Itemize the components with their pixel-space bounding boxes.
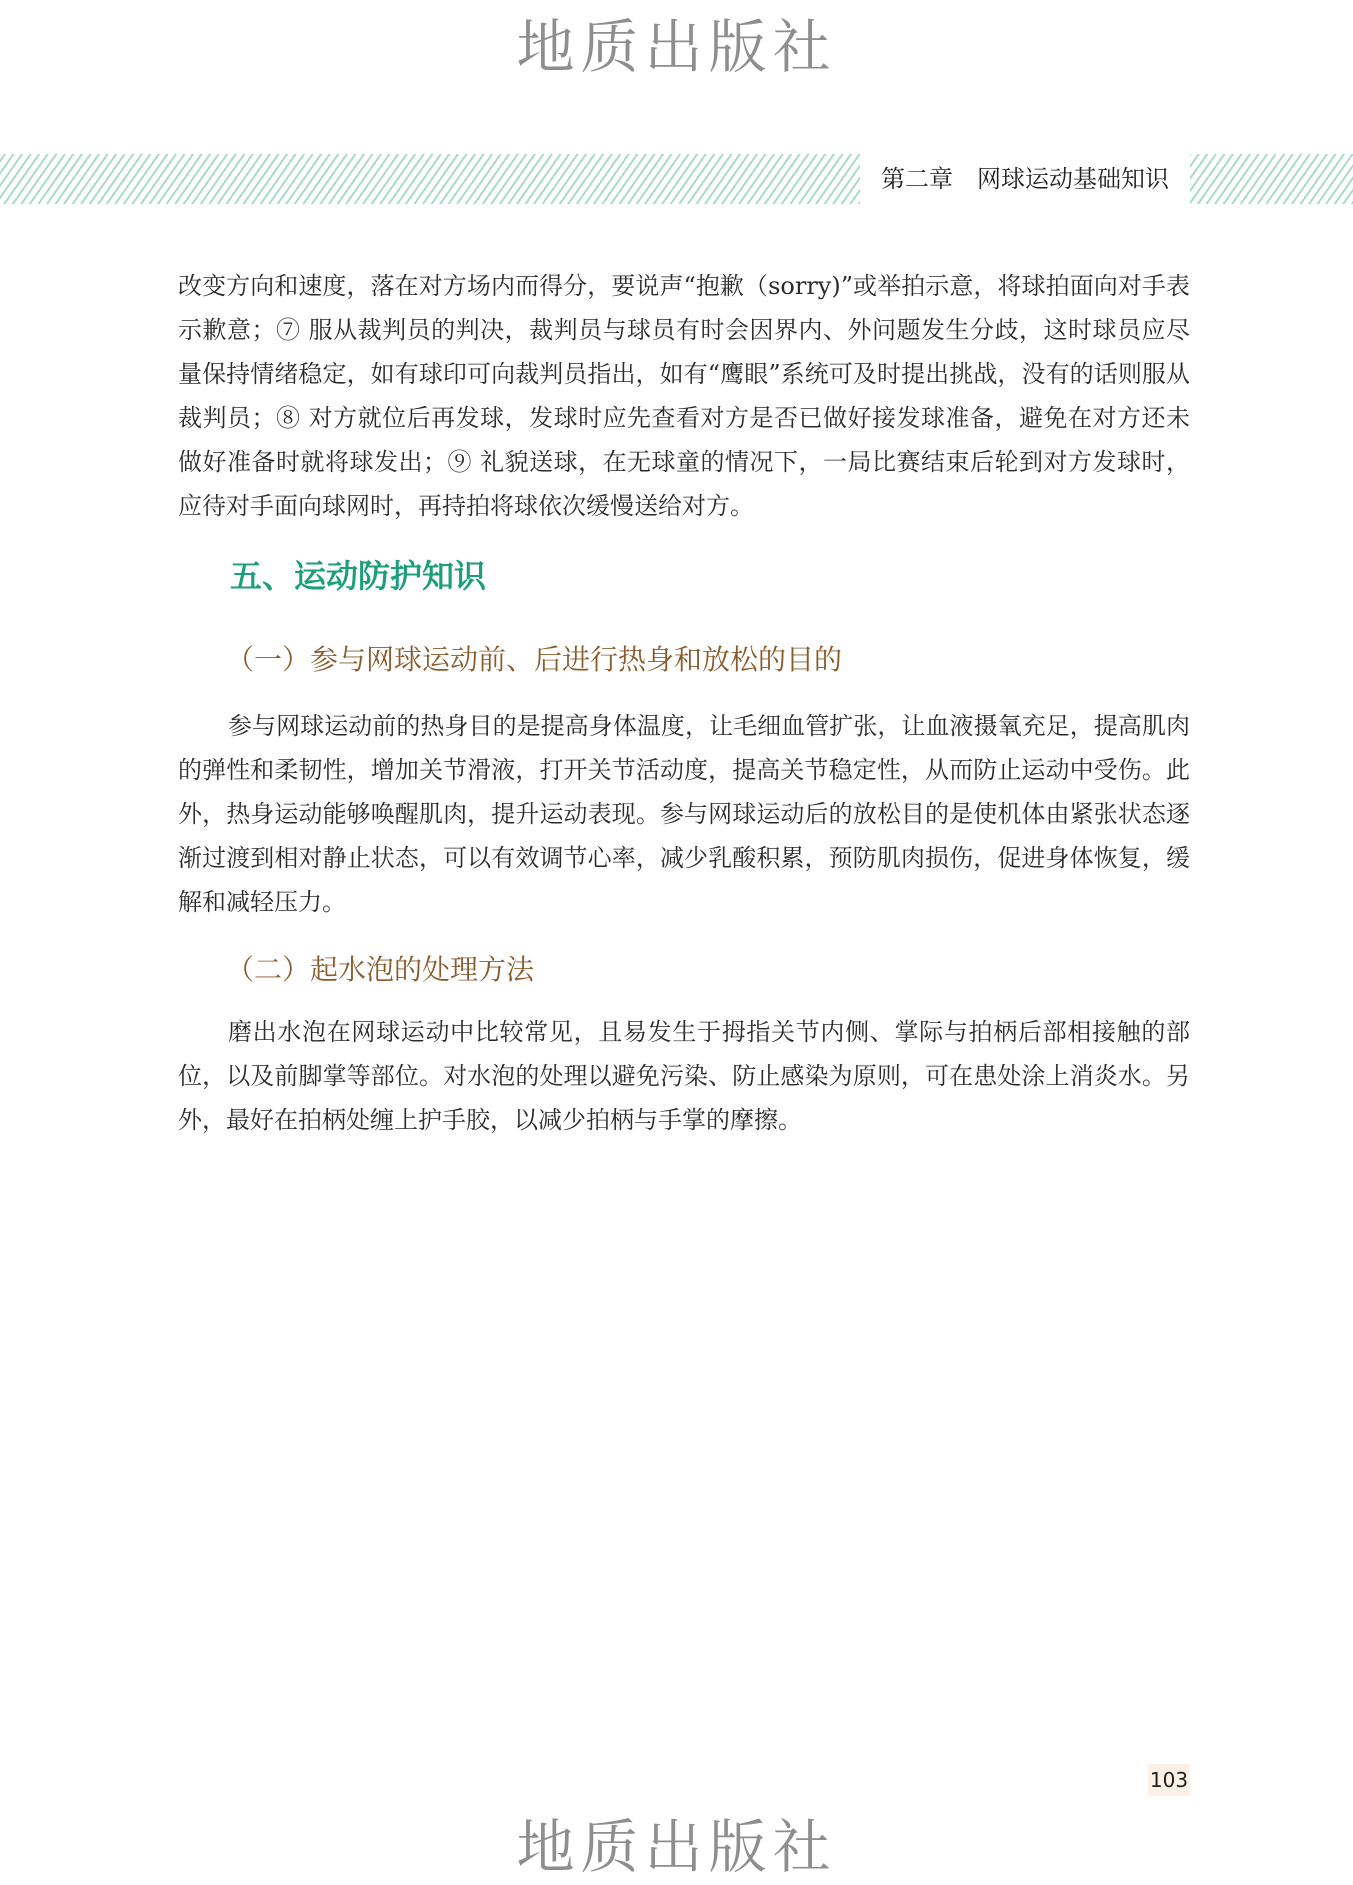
section-heading: 五、运动防护知识 (230, 557, 487, 595)
subsection-heading-1: （一）参与网球运动前、后进行热身和放松的目的 (226, 643, 843, 676)
chapter-title: 第二章 网球运动基础知识 (860, 154, 1190, 204)
subsection-2-paragraph-block (178, 1010, 1190, 1142)
header-stripes-right (1190, 154, 1353, 204)
subsection-1-paragraph: 参与网球运动前的热身目的是提高身体温度，让毛细血管扩张，让血液摄氧充足，提高肌肉的弹性和柔韧性，增加关节滑液，打开关节活动度，提高关节稳定性，从而防止运动中受伤。此外，热身运动能够唤醒肌肉，提升运动表现。参与网球运动后的放松目的是使机体由紧张状态逐渐过渡到相对静止状态，可以有效调节心率，减少乳酸积累，预防肌肉损伤，促进身体恢复，缓解和减轻压力。 (178, 712, 1190, 916)
subsection-2-paragraph: 磨出水泡在网球运动中比较常见，且易发生于拇指关节内侧、掌际与拍柄后部相接触的部位，以及前脚掌等部位。对水泡的处理以避免污染、防止感染为原则，可在患处涂上消炎水。另外，最好在拍柄处缠上护手胶，以减少拍柄与手掌的摩擦。 (178, 1018, 1190, 1134)
page-number: 103 (1148, 1764, 1190, 1796)
subsection-heading-2: （二）起水泡的处理方法 (226, 953, 535, 986)
continuation-paragraph-block (178, 264, 1190, 528)
publisher-watermark-bottom: 地质出版社 (516, 1813, 837, 1881)
continuation-paragraph: 改变方向和速度，落在对方场内而得分，要说声“抱歉（sorry)”或举拍示意，将球拍面向对手表示歉意；⑦ 服从裁判员的判决，裁判员与球员有时会因界内、外问题发生分歧，这时球员应尽量保持情绪稳定，如有球印可向裁判员指出，如有“鹰眼”系统可及时提出挑战，没有的话则服从裁判员；⑧ 对方就位后再发球，发球时应先查看对方是否已做好接发球准备，避免在对方还未做好准备时就将球发出；⑨ 礼貌送球，在无球童的情况下，一局比赛结束后轮到对方发球时，应待对手面向球网时，再持拍将球依次缓慢送给对方。 (178, 272, 1190, 520)
publisher-watermark-top: 地质出版社 (516, 13, 837, 81)
header-stripes-left (0, 154, 860, 204)
chapter-header-band (0, 154, 1353, 204)
subsection-1-paragraph-block (178, 704, 1190, 924)
